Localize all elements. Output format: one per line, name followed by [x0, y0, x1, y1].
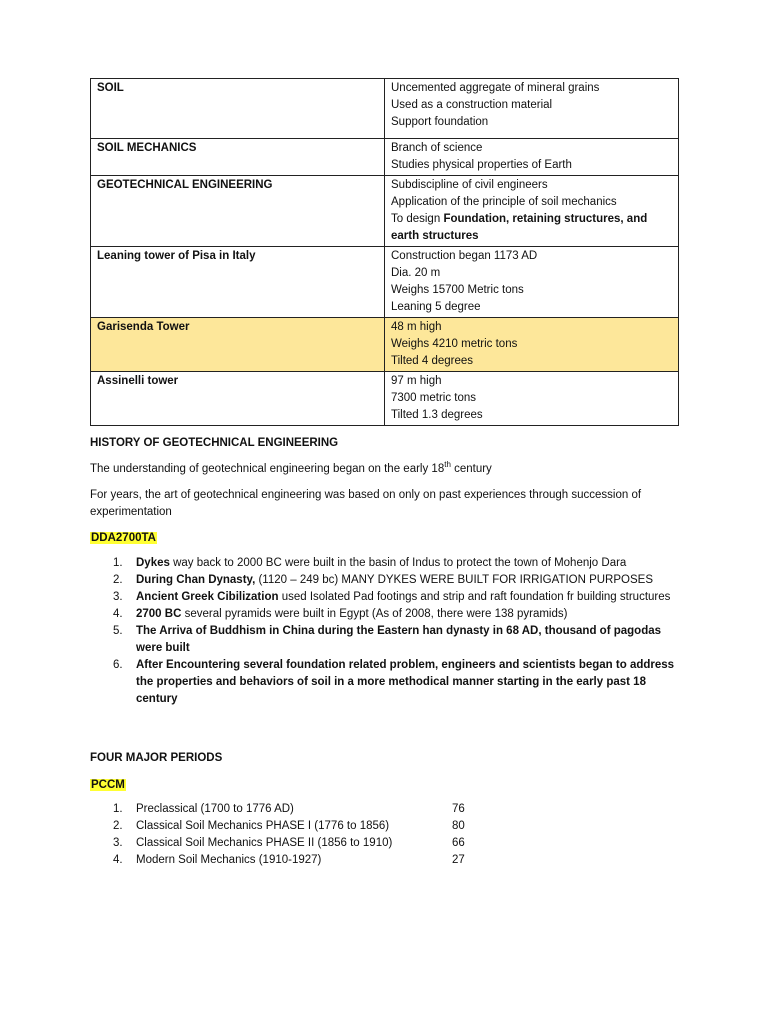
list-number: 3. — [113, 837, 123, 849]
period-label: Modern Soil Mechanics (1910-1927) — [136, 854, 322, 866]
period-label: Preclassical (1700 to 1776 AD) — [136, 803, 294, 815]
list-item — [90, 572, 690, 589]
list-item — [90, 818, 490, 835]
list-item — [90, 801, 490, 818]
list-item — [90, 657, 690, 708]
list-number: 3. — [113, 591, 123, 603]
superscript: th — [444, 460, 451, 470]
table-term: GEOTECHNICAL ENGINEERING — [91, 176, 385, 247]
list-text: (1120 – 249 bc) MANY DYKES WERE BUILT FOR IRRIGATION PURPOSES — [255, 574, 653, 586]
paragraph-text: The understanding of geotechnical engineering began on the early 18 — [90, 463, 445, 475]
table-term: Garisenda Tower — [91, 318, 385, 372]
table-description — [385, 372, 679, 426]
list-number: 4. — [113, 608, 123, 620]
description-line: 97 m high — [391, 375, 442, 387]
table-description — [385, 176, 679, 247]
table-row — [91, 372, 679, 426]
list-number: 1. — [113, 557, 123, 569]
description-line: 48 m high — [391, 321, 442, 333]
table-row-highlighted — [91, 318, 679, 372]
list-number: 1. — [113, 803, 123, 815]
table-row — [91, 139, 679, 176]
table-row — [91, 176, 679, 247]
period-value: 27 — [452, 854, 465, 866]
table-description — [385, 247, 679, 318]
period-label: Classical Soil Mechanics PHASE II (1856 to 1910) — [136, 837, 393, 849]
description-line: Dia. 20 m — [391, 267, 441, 279]
description-line: Studies physical properties of Earth — [391, 159, 572, 171]
list-text: way back to 2000 BC were built in the basin of Indus to protect the town of Mohenjo Dara — [169, 557, 627, 569]
periods-heading: FOUR MAJOR PERIODS — [90, 752, 223, 764]
periods-code-label — [90, 777, 690, 794]
highlighted-code: DDA2700TA — [91, 532, 156, 544]
history-list — [90, 555, 690, 708]
description-line: Leaning 5 degree — [391, 301, 481, 313]
list-bold: Ancient Greek Cibilization — [136, 591, 279, 603]
table-term: Leaning tower of Pisa in Italy — [91, 247, 385, 318]
period-value: 66 — [452, 837, 465, 849]
definitions-table — [90, 78, 679, 426]
list-number: 2. — [113, 574, 123, 586]
table-row — [91, 79, 679, 139]
list-text: several pyramids were built in Egypt (As of 2008, there were 138 pyramids) — [181, 608, 568, 620]
paragraph-text: century — [450, 463, 492, 475]
description-line: Weighs 4210 metric tons — [391, 338, 518, 350]
table-row — [91, 247, 679, 318]
list-number: 6. — [113, 659, 123, 671]
period-value: 80 — [452, 820, 465, 832]
list-item — [90, 852, 490, 869]
description-line: Uncemented aggregate of mineral grains — [391, 82, 600, 94]
list-item — [90, 606, 690, 623]
history-paragraph — [90, 461, 690, 478]
description-line: Tilted 1.3 degrees — [391, 409, 483, 421]
description-prefix: To design — [391, 213, 444, 225]
list-bold: Dykes — [136, 557, 170, 569]
description-line: Application of the principle of soil mechanics — [391, 196, 617, 208]
period-value: 76 — [452, 803, 465, 815]
description-bold: Foundation, retaining structures, and earth structures — [391, 213, 648, 242]
description-line: Tilted 4 degrees — [391, 355, 474, 367]
list-number: 5. — [113, 625, 123, 637]
list-number: 4. — [113, 854, 123, 866]
table-description — [385, 79, 679, 139]
list-item — [90, 623, 690, 657]
table-term: SOIL MECHANICS — [91, 139, 385, 176]
list-item — [90, 835, 490, 852]
description-line — [391, 211, 672, 245]
table-description — [385, 318, 679, 372]
history-heading: HISTORY OF GEOTECHNICAL ENGINEERING — [90, 437, 339, 449]
list-item — [90, 555, 690, 572]
description-line: Construction began 1173 AD — [391, 250, 538, 262]
highlighted-code: PCCM — [91, 779, 125, 791]
history-code-label — [90, 530, 690, 547]
list-number: 2. — [113, 820, 123, 832]
list-text: used Isolated Pad footings and strip and raft foundation fr building structures — [278, 591, 671, 603]
description-line: Subdiscipline of civil engineers — [391, 179, 548, 191]
description-line: Weighs 15700 Metric tons — [391, 284, 524, 296]
description-line: Support foundation — [391, 116, 489, 128]
list-item — [90, 589, 690, 606]
description-line: 7300 metric tons — [391, 392, 477, 404]
period-label: Classical Soil Mechanics PHASE I (1776 to 1856) — [136, 820, 390, 832]
list-bold: After Encountering several foundation related problem, engineers and scientists began to address the properties and behaviors of soil in a more methodical manner starting in the early past 18 century — [136, 659, 675, 705]
description-line: Used as a construction material — [391, 99, 553, 111]
list-bold: The Arriva of Buddhism in China during the Eastern han dynasty in 68 AD, thousand of pagodas were built — [136, 625, 662, 654]
table-term: Assinelli tower — [91, 372, 385, 426]
list-bold: 2700 BC — [136, 608, 182, 620]
table-description — [385, 139, 679, 176]
description-line: Branch of science — [391, 142, 483, 154]
history-paragraph: For years, the art of geotechnical engineering was based on only on past experiences through succession of experimentation — [90, 489, 642, 518]
list-bold: During Chan Dynasty, — [136, 574, 256, 586]
table-term: SOIL — [91, 79, 385, 139]
periods-list — [90, 801, 490, 869]
